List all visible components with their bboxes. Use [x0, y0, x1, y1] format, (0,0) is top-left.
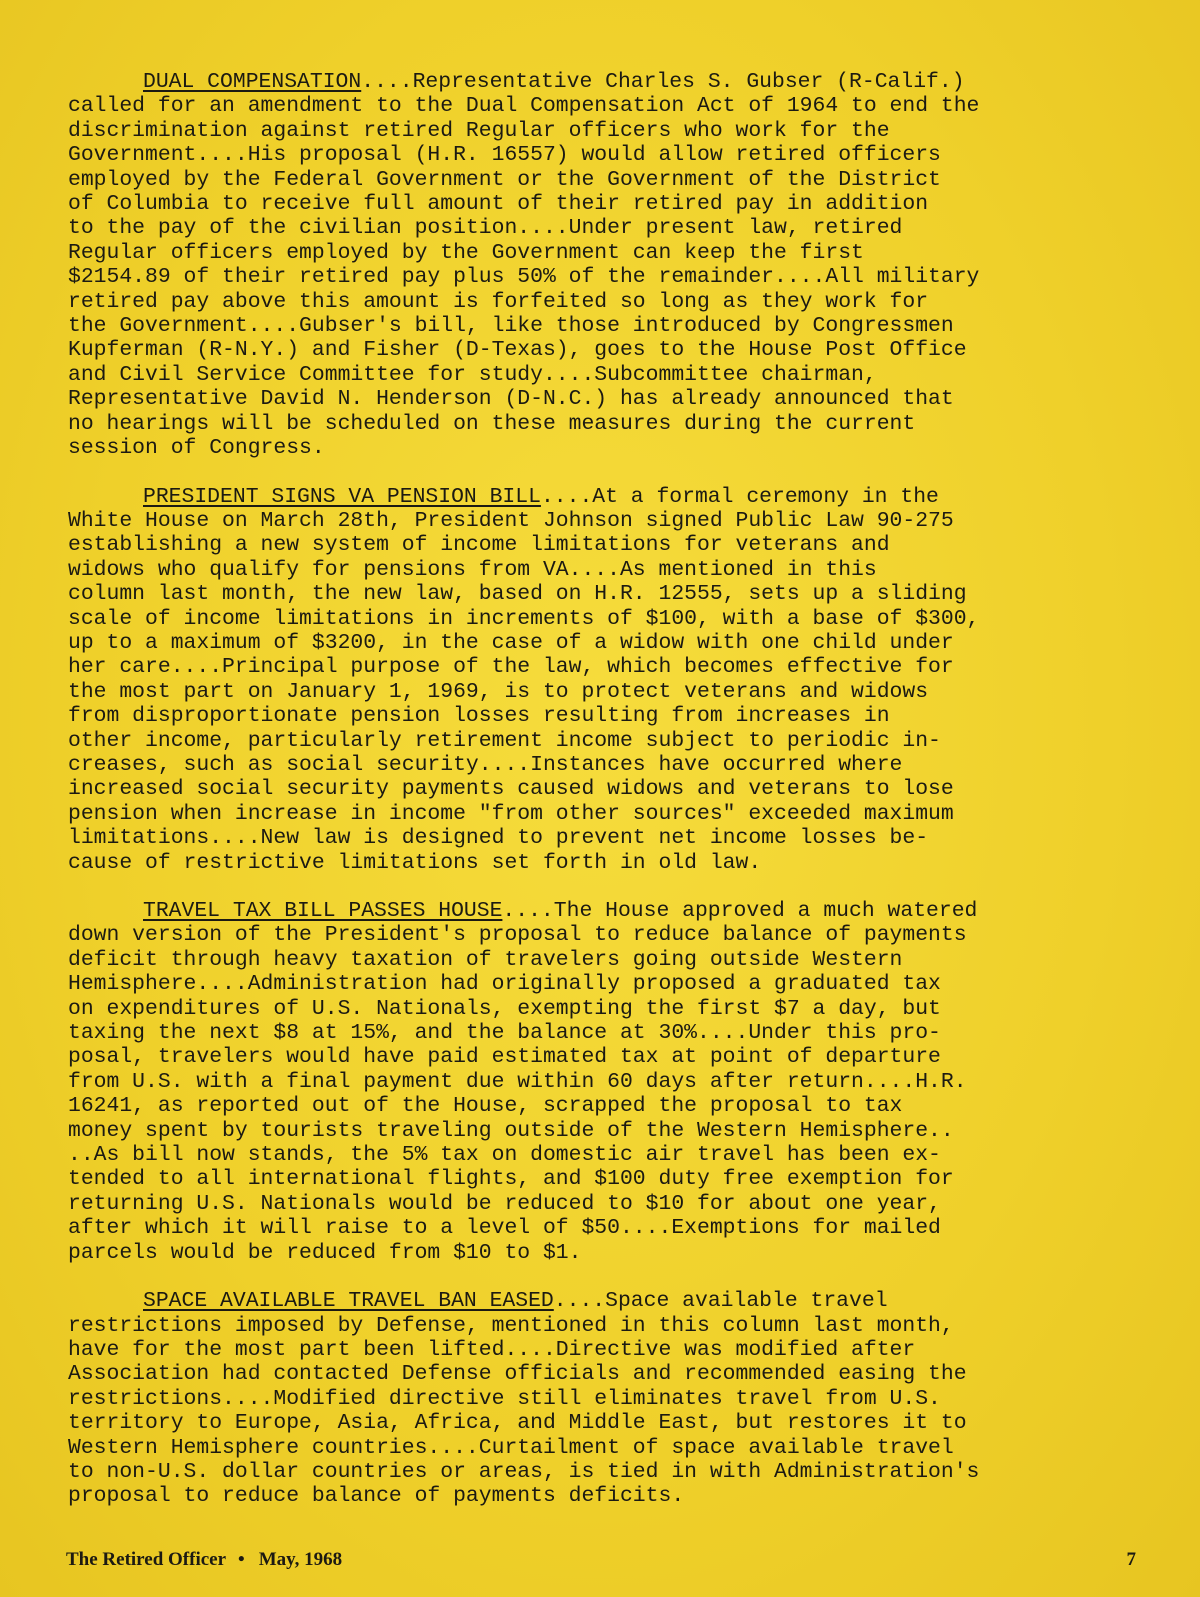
article-line: proposal to reduce balance of payments deficits.	[68, 1484, 685, 1509]
article-line: widows who qualify for pensions from VA....As mentioned in this	[68, 557, 877, 582]
article-va-pension-bill	[68, 485, 1138, 876]
article-line: limitations....New law is designed to prevent net income losses be-	[68, 826, 929, 851]
article-line: of Columbia to receive full amount of their retired pay in addition	[68, 192, 929, 217]
article-line: territory to Europe, Asia, Africa, and Middle East, but restores it to	[68, 1411, 967, 1436]
article-line: other income, particularly retirement income subject to periodic in-	[68, 728, 941, 753]
page-number: 7	[1126, 1549, 1136, 1570]
article-line: deficit through heavy taxation of travelers going outside Western	[68, 947, 903, 972]
article-dual-compensation	[68, 70, 1138, 461]
article-line: on expenditures of U.S. Nationals, exempting the first $7 a day, but	[68, 996, 941, 1021]
article-headline: SPACE AVAILABLE TRAVEL BAN EASED	[143, 1289, 554, 1314]
article-line: retired pay above this amount is forfeited so long as they work for	[68, 289, 929, 314]
article-line: restrictions....Modified directive still eliminates travel from U.S.	[68, 1386, 941, 1411]
article-line: ....Representative Charles S. Gubser (R-Calif.)	[361, 70, 965, 94]
article-line: the Government....Gubser's bill, like those introduced by Congressmen	[68, 314, 954, 339]
article-line: increased social security payments caused widows and veterans to lose	[68, 777, 954, 802]
article-line: creases, such as social security....Instances have occurred where	[68, 752, 903, 777]
article-line: restrictions imposed by Defense, mentioned in this column last month,	[68, 1313, 954, 1338]
article-line: Government....His proposal (H.R. 16557) would allow retired officers	[68, 143, 941, 168]
article-line: cause of restrictive limitations set forth in old law.	[68, 850, 762, 875]
article-line: from disproportionate pension losses resulting from increases in	[68, 704, 890, 729]
article-line: ..As bill now stands, the 5% tax on domestic air travel has been ex-	[68, 1143, 941, 1168]
article-line: ....Space available travel	[553, 1289, 888, 1314]
article-line: discrimination against retired Regular officers who work for the	[68, 118, 890, 143]
article-line: Regular officers employed by the Government can keep the first	[68, 240, 864, 265]
article-line: and Civil Service Committee for study....Subcommittee chairman,	[68, 362, 877, 387]
article-line: Kupferman (R-N.Y.) and Fisher (D-Texas), goes to the House Post Office	[68, 338, 967, 363]
article-line: establishing a new system of income limitations for veterans and	[68, 533, 890, 558]
article-line: parcels would be reduced from $10 to $1.	[68, 1240, 582, 1265]
article-headline: PRESIDENT SIGNS VA PENSION BILL	[143, 484, 541, 509]
article-line: returning U.S. Nationals would be reduced to $10 for about one year,	[68, 1191, 941, 1216]
article-line: employed by the Federal Government or the Government of the District	[68, 167, 941, 192]
article-line: Representative David N. Henderson (D-N.C.) has already announced that	[68, 387, 954, 412]
article-line: Hemisphere....Administration had originally proposed a graduated tax	[68, 972, 941, 997]
publication-name: The Retired Officer	[66, 1549, 227, 1570]
article-line: ....At a formal ceremony in the	[540, 484, 939, 509]
article-line: taxing the next $8 at 15%, and the balance at 30%....Under this pro-	[68, 1021, 941, 1046]
article-line: after which it will raise to a level of $50....Exemptions for mailed	[68, 1216, 941, 1241]
article-headline: TRAVEL TAX BILL PASSES HOUSE	[143, 899, 503, 923]
article-line: ....The House approved a much watered	[502, 899, 978, 923]
article-line: have for the most part been lifted....Directive was modified after	[68, 1337, 916, 1362]
article-line: her care....Principal purpose of the law, which becomes effective for	[68, 655, 954, 680]
article-line: down version of the President's proposal to reduce balance of payments	[68, 923, 967, 948]
article-line: White House on March 28th, President Johnson signed Public Law 90-275	[68, 508, 954, 533]
article-line: pension when increase in income "from other sources" exceeded maximum	[68, 801, 954, 826]
article-headline: DUAL COMPENSATION	[143, 70, 362, 94]
page-body	[68, 70, 1138, 1533]
article-line: Western Hemisphere countries....Curtailment of space available travel	[68, 1435, 954, 1460]
article-line: posal, travelers would have paid estimated tax at point of departure	[68, 1045, 941, 1070]
article-line: money spent by tourists traveling outside of the Western Hemisphere..	[68, 1118, 954, 1143]
article-space-available-travel	[68, 1289, 1138, 1509]
article-line: called for an amendment to the Dual Compensation Act of 1964 to end the	[68, 94, 980, 119]
page-footer	[66, 1549, 1136, 1571]
article-line: the most part on January 1, 1969, is to protect veterans and widows	[68, 679, 929, 704]
article-line: no hearings will be scheduled on these measures during the current	[68, 411, 916, 436]
article-line: to the pay of the civilian position....Under present law, retired	[68, 216, 903, 241]
article-line: session of Congress.	[68, 436, 325, 461]
article-line: from U.S. with a final payment due within 60 days after return....H.R.	[68, 1069, 967, 1094]
article-line: to non-U.S. dollar countries or areas, is tied in with Administration's	[68, 1459, 980, 1484]
bullet-separator: •	[238, 1549, 245, 1570]
article-line: scale of income limitations in increments of $100, with a base of $300,	[68, 606, 980, 631]
issue-date: May, 1968	[258, 1549, 343, 1570]
article-line: Association had contacted Defense officials and recommended easing the	[68, 1362, 967, 1387]
article-line: up to a maximum of $3200, in the case of a widow with one child under	[68, 630, 954, 655]
article-line: $2154.89 of their retired pay plus 50% of the remainder....All military	[68, 265, 980, 290]
article-line: 16241, as reported out of the House, scrapped the proposal to tax	[68, 1094, 903, 1119]
article-line: tended to all international flights, and $100 duty free exemption for	[68, 1167, 954, 1192]
article-travel-tax-bill	[68, 899, 1138, 1265]
article-line: column last month, the new law, based on H.R. 12555, sets up a sliding	[68, 582, 967, 607]
